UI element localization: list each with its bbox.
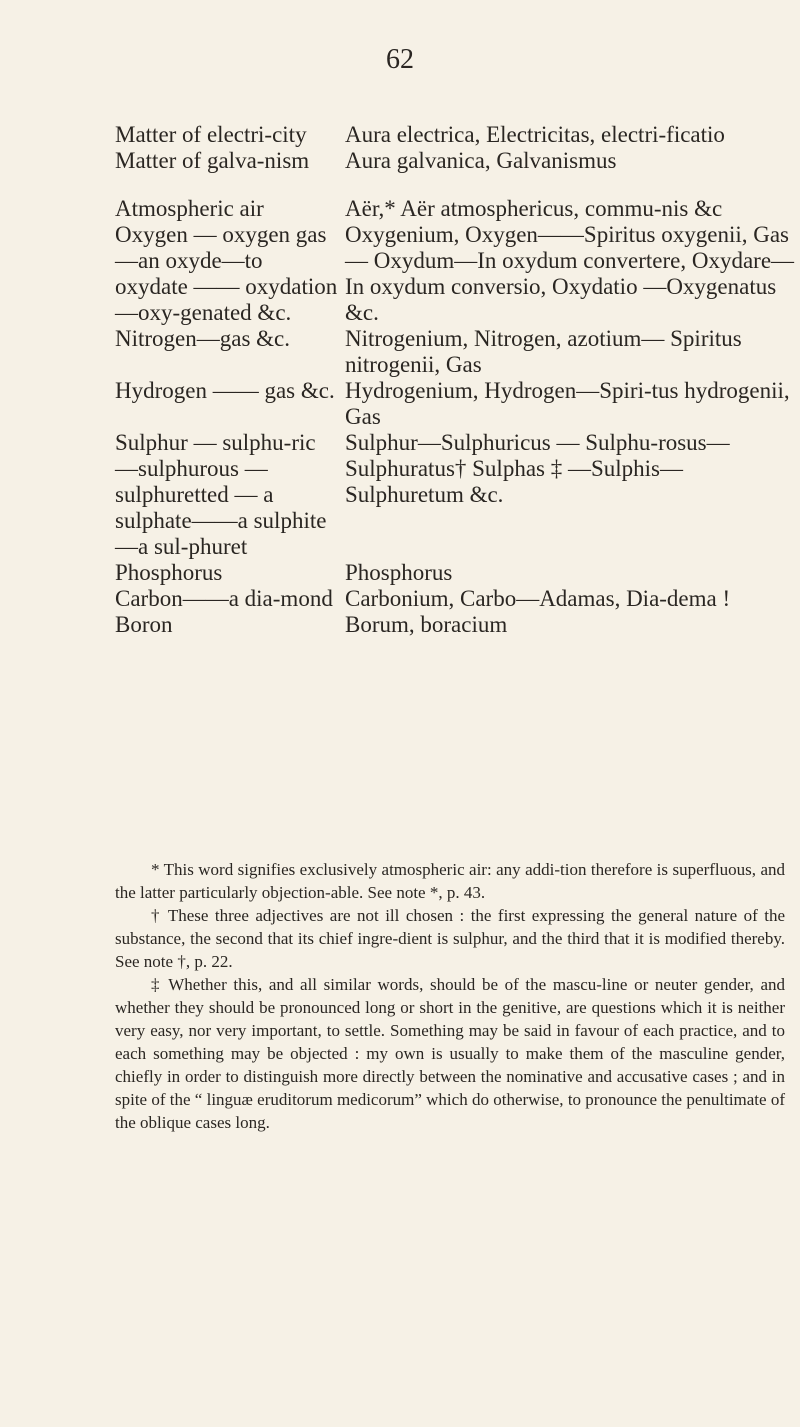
latin-term: Aër,* Aër atmosphericus, commu-nis &c bbox=[345, 196, 723, 221]
english-term: Boron bbox=[115, 612, 173, 637]
english-term: Matter of galva-nism bbox=[115, 148, 310, 173]
latin-term: Phosphorus bbox=[345, 560, 453, 585]
entry-hydrogen bbox=[115, 378, 800, 430]
latin-term: Aura electrica, Electricitas, electri-ficatio bbox=[345, 122, 725, 147]
entry-carbon bbox=[115, 586, 800, 612]
entry-boron bbox=[115, 612, 800, 638]
latin-term: Borum, boracium bbox=[345, 612, 508, 637]
entry-galvanism bbox=[115, 148, 800, 174]
entry-atmospheric-air bbox=[115, 196, 800, 222]
footnotes bbox=[115, 858, 785, 1134]
entry-oxygen bbox=[115, 222, 800, 326]
latin-term: Nitrogenium, Nitrogen, azotium— Spiritus nitrogenii, Gas bbox=[345, 326, 742, 377]
latin-term: Aura galvanica, Galvanismus bbox=[345, 148, 617, 173]
english-term: Nitrogen—gas &c. bbox=[115, 326, 291, 351]
footnote-dagger: † These three adjectives are not ill chosen : the first expressing the general nature of the substance, the second that its chief ingre-dient is sulphur, and the third that it is modified thereby. See note †, p. 22. bbox=[115, 906, 785, 971]
entry-phosphorus bbox=[115, 560, 800, 586]
english-term: Carbon——a dia-mond bbox=[115, 586, 333, 611]
english-term: Hydrogen —— gas &c. bbox=[115, 378, 335, 403]
latin-term: Oxygenium, Oxygen——Spiritus oxygenii, Gas — Oxydum—In oxydum convertere, Oxydare— In oxydum conversio, Oxydatio —Oxygenatus &c. bbox=[345, 222, 795, 325]
latin-term: Carbonium, Carbo—Adamas, Dia-dema ! bbox=[345, 586, 731, 611]
english-term: Oxygen — oxygen gas—an oxyde—to oxydate —— oxydation—oxy-genated &c. bbox=[115, 222, 338, 325]
latin-term: Sulphur—Sulphuricus — Sulphu-rosus—Sulphuratus† Sulphas ‡ —Sulphis—Sulphuretum &c. bbox=[345, 430, 730, 507]
footnote-asterisk: * This word signifies exclusively atmospheric air: any addi-tion therefore is superfluous, and the latter particularly objection-able. See note *, p. 43. bbox=[115, 860, 785, 902]
latin-term: Hydrogenium, Hydrogen—Spiri-tus hydrogenii, Gas bbox=[345, 378, 790, 429]
english-term: Atmospheric air bbox=[115, 196, 264, 221]
entry-electricity bbox=[115, 122, 800, 148]
page-number: 62 bbox=[386, 44, 414, 75]
footnote-double-dagger: ‡ Whether this, and all similar words, should be of the mascu-line or neuter gender, and whether they should be pronounced long or short in the genitive, are questions which it is neither very easy, nor very important, to settle. Something may be said in favour of each practice, and to each something may be objected : my own is usually to make them of the masculine gender, chiefly in order to distinguish more directly between the nominative and accusative cases ; and in spite of the “ linguæ eruditorum medicorum” which do otherwise, to pronounce the penultimate of the oblique cases long. bbox=[115, 975, 785, 1132]
english-term: Matter of electri-city bbox=[115, 122, 307, 147]
entry-nitrogen bbox=[115, 326, 800, 378]
english-term: Phosphorus bbox=[115, 560, 223, 585]
english-term: Sulphur — sulphu-ric —sulphurous — sulphuretted — a sulphate——a sulphite—a sul-phuret bbox=[115, 430, 327, 559]
entry-sulphur bbox=[115, 430, 800, 560]
terms-table bbox=[115, 122, 800, 638]
